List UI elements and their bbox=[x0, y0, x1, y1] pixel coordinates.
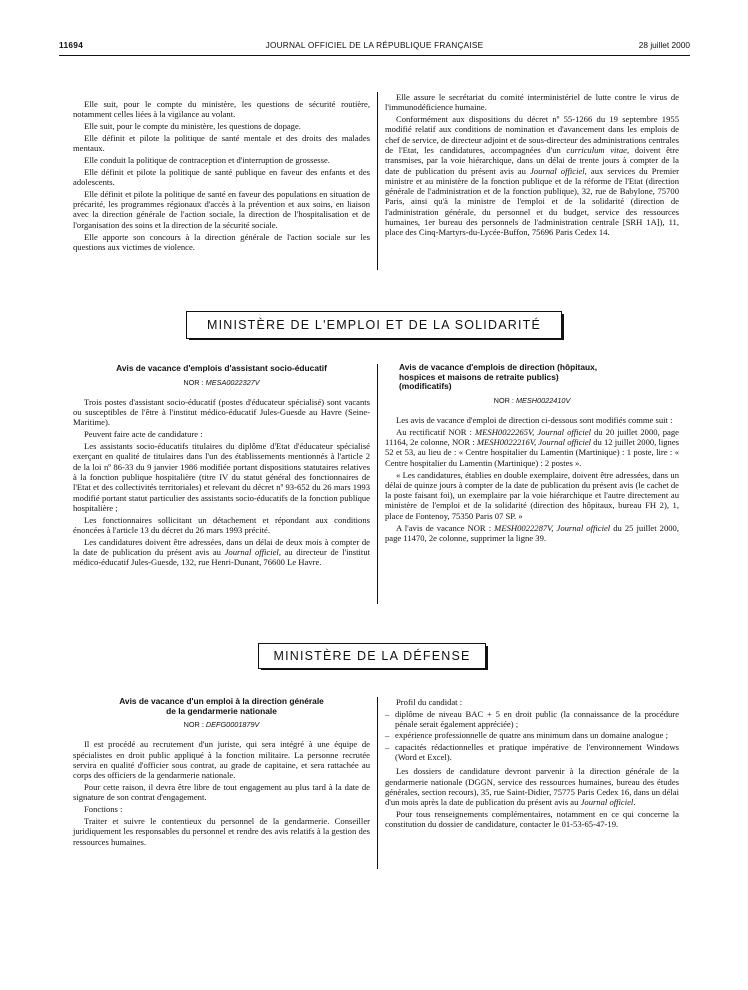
paragraph: Les avis de vacance d'emploi de direction ci-dessous sont modifiés comme suit : bbox=[396, 415, 673, 426]
paragraph: Trois postes d'assistant socio-éducatif (postes d'éducateur spécialisé) sont vacants ou susceptibles de l'être à l'institut médico-éducatif Jules-Guesde au Havre (Seine-Maritime). bbox=[73, 396, 370, 428]
list-item: – diplôme de niveau BAC + 5 en droit public (la connaissance de la procédure pénale serait également appréciée) ; bbox=[385, 709, 679, 730]
paragraph: Les candidatures doivent être adressées, dans un délai de deux mois à compter de la date de publication du présent avis au Journal officiel, au directeur de l'institut médico-éducatif Jules-Guesde, 132, rue Henri-Dunant, 76600 Le Havre. bbox=[73, 536, 370, 568]
ministry-title: MINISTÈRE DE LA DÉFENSE bbox=[273, 648, 471, 663]
avis-direction-hopitaux bbox=[385, 363, 679, 545]
journal-title: JOURNAL OFFICIEL DE LA RÉPUBLIQUE FRANÇAISE bbox=[265, 40, 484, 50]
box-shadow bbox=[485, 646, 488, 670]
paragraph: Elle conduit la politique de contraception et d'interruption de grossesse. bbox=[84, 154, 330, 165]
paragraph: Elle suit, pour le compte du ministère, les questions de dopage. bbox=[84, 121, 301, 132]
top-right-column bbox=[385, 92, 679, 239]
avis-socio-educatif bbox=[73, 364, 370, 569]
ministry-heading-emploi bbox=[186, 311, 562, 339]
paragraph: Pour tous renseignements complémentaires, notamment en ce qui concerne la constitution du dossier de candidature, contacter le 01-53-65-47-19. bbox=[385, 808, 679, 830]
paragraph: Il est procédé au recrutement d'un juriste, qui sera intégré à une équipe de spécialistes en droit public appliqué à la fonction militaire. La personne recrutée servira en qualité d'officier sous contrat, au grade de capitaine, et sera rattachée au corps des officiers de la gendarmerie nationale. bbox=[73, 739, 370, 781]
notice-title: Avis de vacance d'un emploi à la direction générale de la gendarmerie nationale bbox=[119, 696, 324, 716]
paragraph: Elle définit et pilote la politique de santé publique en faveur des enfants et des adolescents. bbox=[73, 166, 370, 188]
list-item: – expérience professionnelle de quatre ans minimum dans un domaine analogue ; bbox=[385, 730, 679, 740]
header-rule bbox=[59, 55, 690, 56]
paragraph: « Les candidatures, établies en double exemplaire, doivent être adressées, dans un délai de quinze jours à compter de la date de publication du présent avis (le cachet de la poste faisant foi), un exemplaire par la voie hiérarchique et l'autre directement au ministère de l'emploi et de la solidarité (direction des hôpitaux, bureau FH 2), 1, place de Fontenoy, 75350 Paris 07 SP. » bbox=[385, 469, 679, 521]
paragraph: Fonctions : bbox=[84, 804, 123, 815]
avis-gendarmerie bbox=[73, 697, 370, 848]
ministry-title: MINISTÈRE DE L'EMPLOI ET DE LA SOLIDARITÉ bbox=[206, 317, 542, 332]
top-left-column bbox=[73, 99, 370, 254]
paragraph: Traiter et suivre le contentieux du personnel de la gendarmerie. Conseiller juridiquement les responsables du personnel et rendre des avis relatifs à la gestion des ressources humaines. bbox=[73, 816, 370, 847]
column-divider bbox=[377, 697, 378, 869]
nor-reference: NOR : DEFG0001879V bbox=[183, 720, 260, 730]
paragraph: Les assistants socio-éducatifs titulaires du diplôme d'Etat d'éducateur spécialisé exerçant en qualité de titulaires dans l'un des établissements mentionnés à l'article 2 de la loi nº 86-33 du 9 janvier 1986 modifiée portant dispositions statutaires relatives à la fonction publique hospitalière (titre IV du statut général des fonctionnaires de l'Etat et des collectivités territoriales) et relevant du décret nº 93-652 du 26 mars 1993 modifié portant statut particulier des assistants socio-éducatifs de la fonction publique hospitalière ; bbox=[73, 441, 370, 513]
paragraph: Au rectificatif NOR : MESH0022265V, Journal officiel du 20 juillet 2000, page 11164, 2e colonne, NOR : MESH0022216V, Journal officiel du 12 juillet 2000, lignes 52 et 53, au lieu de : « Centre hospitalier du Lamentin (Martinique) : 1 poste, lire : « Centre hospitalier du Lamentin (Martinique) : 2 postes ». bbox=[385, 426, 680, 468]
paragraph: Les dossiers de candidature devront parvenir à la direction générale de la gendarmerie nationale (DGGN, service des ressources humaines, bureau des études générales, section recours), 35, rue Saint-Didier, 75775 Paris Cedex 16, dans un délai d'un mois après la date de publication du présent avis au Journal officiel. bbox=[385, 766, 679, 808]
nor-reference: NOR : MESA0022327V bbox=[183, 377, 260, 387]
profile-list bbox=[385, 709, 679, 762]
list-item: – capacités rédactionnelles et pratique impérative de l'environnement Windows (Word et Excel). bbox=[385, 742, 679, 763]
paragraph: Profil du candidat : bbox=[396, 697, 463, 707]
paragraph: A l'avis de vacance NOR : MESH0022287V, Journal officiel du 25 juillet 2000, page 11470, 2e colonne, supprimer la ligne 39. bbox=[385, 522, 679, 543]
paragraph: Elle suit, pour le compte du ministère, les questions de sécurité routière, notamment celles liées à la vigilance au volant. bbox=[73, 99, 370, 120]
paragraph: Pour cette raison, il devra être libre de tout engagement au plus tard à la date de signature de son contrat d'engagement. bbox=[73, 782, 370, 803]
page-header bbox=[59, 39, 690, 53]
box-shadow bbox=[189, 338, 564, 340]
notice-title: Avis de vacance d'emplois d'assistant socio-éducatif bbox=[116, 363, 327, 373]
column-divider bbox=[377, 92, 378, 270]
avis-gendarmerie-suite bbox=[385, 697, 679, 831]
nor-reference: NOR : MESH0022410V bbox=[493, 395, 571, 405]
paragraph: Peuvent faire acte de candidature : bbox=[84, 429, 203, 440]
paragraph: Elle assure le secrétariat du comité interministériel de lutte contre le virus de l'immunodéficience humaine. bbox=[385, 92, 679, 113]
paragraph: Les fonctionnaires sollicitant un détachement et répondant aux conditions énoncées à l'article 13 du décret du 26 mars 1993 précité. bbox=[73, 514, 370, 535]
box-shadow bbox=[561, 314, 564, 340]
paragraph: Elle définit et pilote la politique de santé en faveur des populations en situation de précarité, les programmes régionaux d'accès à la prévention et aux soins, en liaison avec la direction générale de l'action sociale, la direction de l'hospitalisation et de l'organisation des soins et la direction de la sécurité sociale. bbox=[73, 188, 370, 230]
ministry-heading-defense bbox=[258, 643, 486, 669]
paragraph: Conformément aux dispositions du décret nº 55-1266 du 19 septembre 1955 modifié relatif aux conditions de nomination et d'avancement dans les emplois de chef de service, de directeur adjoint et de sous-directeur des administrations centrales de l'Etat, les candidatures, accompagnées d'un curriculum vitae, doivent être transmises, par la voie hiérarchique, dans un délai de trente jours à compter de la date de publication du présent avis au Journal officiel, aux services du Premier ministre et au ministère de la fonction publique et de la réforme de l'Etat (direction générale de l'administration et de la fonction publique), 32, rue de Babylone, 75700 Paris, ainsi qu'à la ministre de l'emploi et de la solidarité (direction de l'administration générale, du personnel et du budget, service des ressources humaines, 1er bureau des personnels de l'administration centrale [SRH 1A]), 11, place des Cinq-Martyrs-du-Lycée-Buffon, 75696 Paris Cedex 14. bbox=[385, 114, 679, 238]
paragraph: Elle définit et pilote la politique de santé mentale et des droits des malades mentaux. bbox=[73, 132, 370, 154]
box-shadow bbox=[261, 668, 488, 670]
issue-date: 28 juillet 2000 bbox=[638, 40, 690, 50]
page-number: 11694 bbox=[59, 40, 84, 50]
paragraph: Elle apporte son concours à la direction générale de l'action sociale sur les questions aux victimes de violence. bbox=[73, 231, 370, 252]
notice-title: Avis de vacance d'emplois de direction (hôpitaux, hospices et maisons de retraite publics) (modificatifs) bbox=[399, 362, 598, 392]
column-divider bbox=[377, 364, 378, 604]
